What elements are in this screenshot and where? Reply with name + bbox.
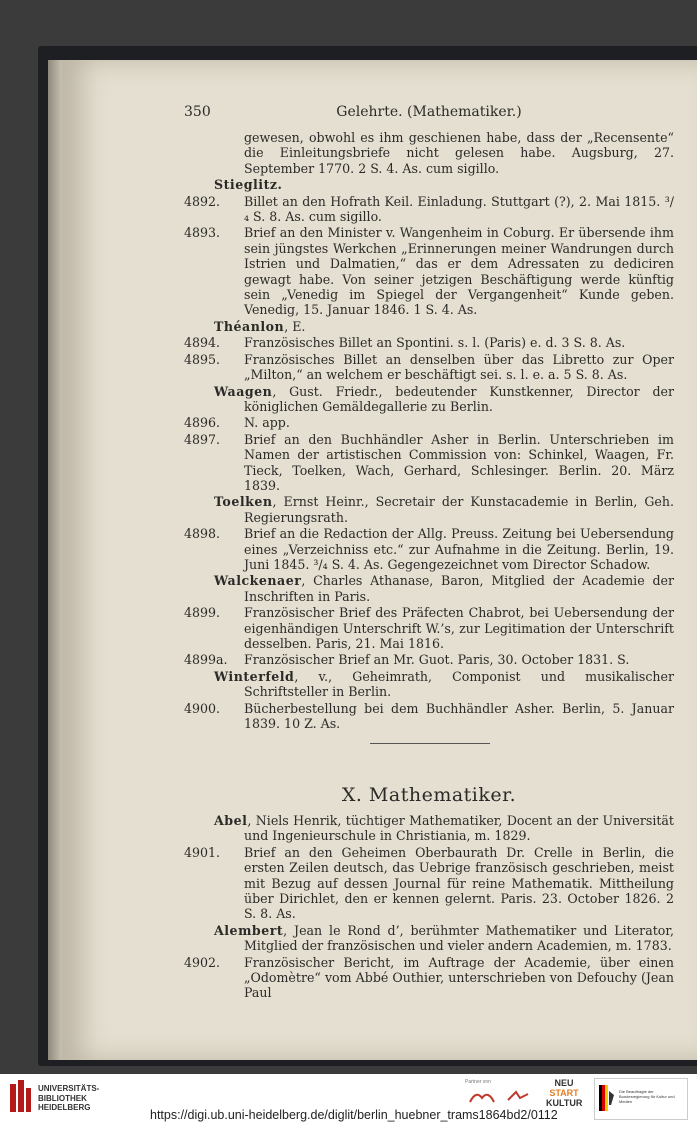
entry-text: Französisches Billet an Spontini. s. l. (Paris) e. d. 3 S. 8. As. — [244, 335, 626, 351]
entry-text: Französischer Brief an Mr. Guot. Paris, 30. October 1831. S. — [244, 652, 630, 668]
entries-bottom — [184, 813, 674, 1002]
running-title: Gelehrte. (Mathematiker.) — [336, 104, 522, 120]
catalog-entry — [184, 335, 674, 350]
person-description: , Charles Athanase, Baron, Mitglied der Academie der Inschriften in Paris. — [244, 573, 674, 604]
entry-number: 4897. — [184, 431, 221, 447]
bkm-text: Die Beauftragte der Bundesregierung für Kultur und Medien — [619, 1089, 675, 1104]
entry-text: Billet an den Hofrath Keil. Einladung. Stuttgart (?), 2. Mai 1815. ³/₄ S. 8. As. cum sigillo. — [244, 193, 674, 225]
catalog-entry — [184, 955, 674, 1001]
catalog-entry — [184, 432, 674, 494]
partner-logo-icon — [506, 1088, 530, 1106]
continued-text: gewesen, obwohl es ihm geschienen habe, dass der „Recensente“ die Einleitungsbriefe nicht gelesen habe. Augsburg, 27. September 1770. 2 S. 4. As. cum sigillo. — [244, 130, 674, 176]
person-name: Stieglitz. — [214, 177, 283, 193]
catalog-entry — [184, 225, 674, 317]
person-description: , E. — [284, 318, 306, 334]
catalog-entry — [184, 701, 674, 732]
catalog-entry — [184, 415, 674, 430]
catalog-entry — [184, 845, 674, 922]
entry-text: Bücherbestellung bei dem Buchhändler Asher. Berlin, 5. Januar 1839. 10 Z. As. — [244, 700, 674, 732]
catalog-entry — [184, 605, 674, 651]
person-heading — [184, 319, 674, 334]
entry-number: 4899a. — [184, 652, 228, 668]
catalog-entry — [184, 652, 674, 667]
entries-top — [184, 130, 674, 732]
person-name: Abel — [214, 813, 248, 828]
person-description: , Niels Henrik, tüchtiger Mathematiker, Docent an der Universität und Ingenieurschule in Christiania, m. 1829. — [244, 813, 674, 844]
neustart-line: NEU — [554, 1078, 574, 1088]
person-name: Toelken — [214, 494, 273, 510]
entry-number: 4898. — [184, 526, 221, 542]
person-heading — [184, 923, 674, 954]
catalog-entry — [184, 194, 674, 225]
partner-logo-icon — [468, 1088, 496, 1106]
entry-text: Französischer Bericht, im Auftrage der Academie, über einen „Odomètre“ vom Abbé Outhier, unterschrieben von Defouchy (Jean Paul — [244, 954, 674, 1001]
section-divider — [370, 743, 490, 744]
page-number: 350 — [184, 104, 211, 120]
entry-number: 4892. — [184, 193, 221, 209]
person-name: Winterfeld — [214, 668, 295, 684]
person-heading — [184, 384, 674, 415]
page-header — [184, 104, 674, 122]
person-heading — [184, 573, 674, 604]
entry-number: 4893. — [184, 225, 221, 241]
entry-text: N. app. — [244, 415, 290, 431]
person-heading — [184, 813, 674, 844]
person-description: , Ernst Heinr., Secretair der Kunstacademie in Berlin, Geh. Regierungsrath. — [244, 494, 674, 525]
viewer-footer — [0, 1074, 697, 1124]
entry-number: 4900. — [184, 700, 221, 716]
person-name: Walckenaer — [214, 573, 302, 589]
library-name — [38, 1084, 99, 1113]
person-name: Alembert — [214, 922, 284, 938]
entry-number: 4902. — [184, 954, 221, 970]
permalink-url[interactable]: https://digi.ub.uni-heidelberg.de/diglit/berlin_huebner_trams1864bd2/0112 — [150, 1108, 558, 1122]
bkm-logo — [594, 1078, 688, 1120]
person-heading — [184, 177, 674, 192]
section-title: X. Mathematiker. — [341, 784, 517, 806]
entry-number: 4901. — [184, 844, 221, 860]
neustart-line: KULTUR — [546, 1098, 583, 1108]
library-name-line: UNIVERSITÄTS- — [38, 1084, 100, 1093]
federal-eagle-icon — [599, 1085, 615, 1111]
entry-number: 4899. — [184, 605, 221, 621]
entry-text: Brief an den Geheimen Oberbaurath Dr. Crelle in Berlin, die ersten Zeilen deutsch, das Uebrige französisch geschrieben, meist mit Bezug auf dessen Journal für reine Mathematik. Mittheilung über Dirichlet, den er kennen gelernt. Paris. 23. October 1826. 2 S. 8. As. — [244, 844, 674, 922]
entry-number: 4894. — [184, 335, 221, 351]
person-name: Waagen — [214, 383, 273, 399]
partner-label: Partner von — [465, 1079, 491, 1085]
person-heading — [184, 494, 674, 525]
entry-text: Brief an den Minister v. Wangenheim in Coburg. Er übersende ihm sein jüngstes Werkchen „Erinnerungen meiner Wandrungen durch Istrien und Dalmatien,“ das er dem Adressaten zu dediciren gewagt habe. Von seiner jetzigen Beschäftigung werde künftig sein „Venedig im Spiegel der Vergangenheit“ Kunde geben. Venedig, 15. Januar 1846. 1 S. 4. As. — [244, 225, 674, 318]
library-name-line: HEIDELBERG — [38, 1103, 91, 1112]
entry-text: Französischer Brief des Präfecten Chabrot, bei Uebersendung der eigenhändigen Unterschrift W.’s, zur Legitimation der Unterschrift desselben. Paris, 21. Mai 1816. — [244, 605, 674, 651]
entry-text: Französisches Billet an denselben über das Libretto zur Oper „Milton,“ an welchem er beschäftigt sei. s. l. e. a. 5 S. 8. As. — [244, 351, 674, 383]
person-name: Théanlon — [214, 318, 285, 334]
entry-text: Brief an den Buchhändler Asher in Berlin. Unterschrieben im Namen der artistischen Commission von: Schinkel, Waagen, Fr. Tieck, Toelken, Wach, Gerhard, Schlesinger. Berlin. 20. März 1839. — [244, 431, 674, 493]
person-description: , v., Geheimrath, Componist und musikalischer Schriftsteller in Berlin. — [244, 668, 674, 700]
library-name-line: BIBLIOTHEK — [38, 1093, 87, 1103]
neustart-kultur-logo — [546, 1078, 582, 1108]
entry-text: Brief an die Redaction der Allg. Preuss. Zeitung bei Uebersendung eines „Verzeichniss etc.“ zur Aufnahme in die Zeitung. Berlin, 19. Juni 1845. ³/₄ S. 4. As. Gegengezeichnet vom Director Schadow. — [244, 526, 674, 572]
entry-number: 4896. — [184, 415, 221, 431]
library-logo-icon — [8, 1078, 32, 1114]
entry-number: 4895. — [184, 351, 221, 367]
person-heading — [184, 669, 674, 700]
person-description: , Gust. Friedr., bedeutender Kunstkenner, Director der königlichen Gemäldegallerie zu Berlin. — [244, 383, 674, 414]
catalog-entry — [184, 526, 674, 572]
catalog-entry — [184, 352, 674, 383]
person-description: , Jean le Rond d’, berühmter Mathematiker und Literator, Mitglied der französischen und vieler andern Academien, m. 1783. — [244, 922, 674, 954]
neustart-line: START — [549, 1088, 579, 1098]
